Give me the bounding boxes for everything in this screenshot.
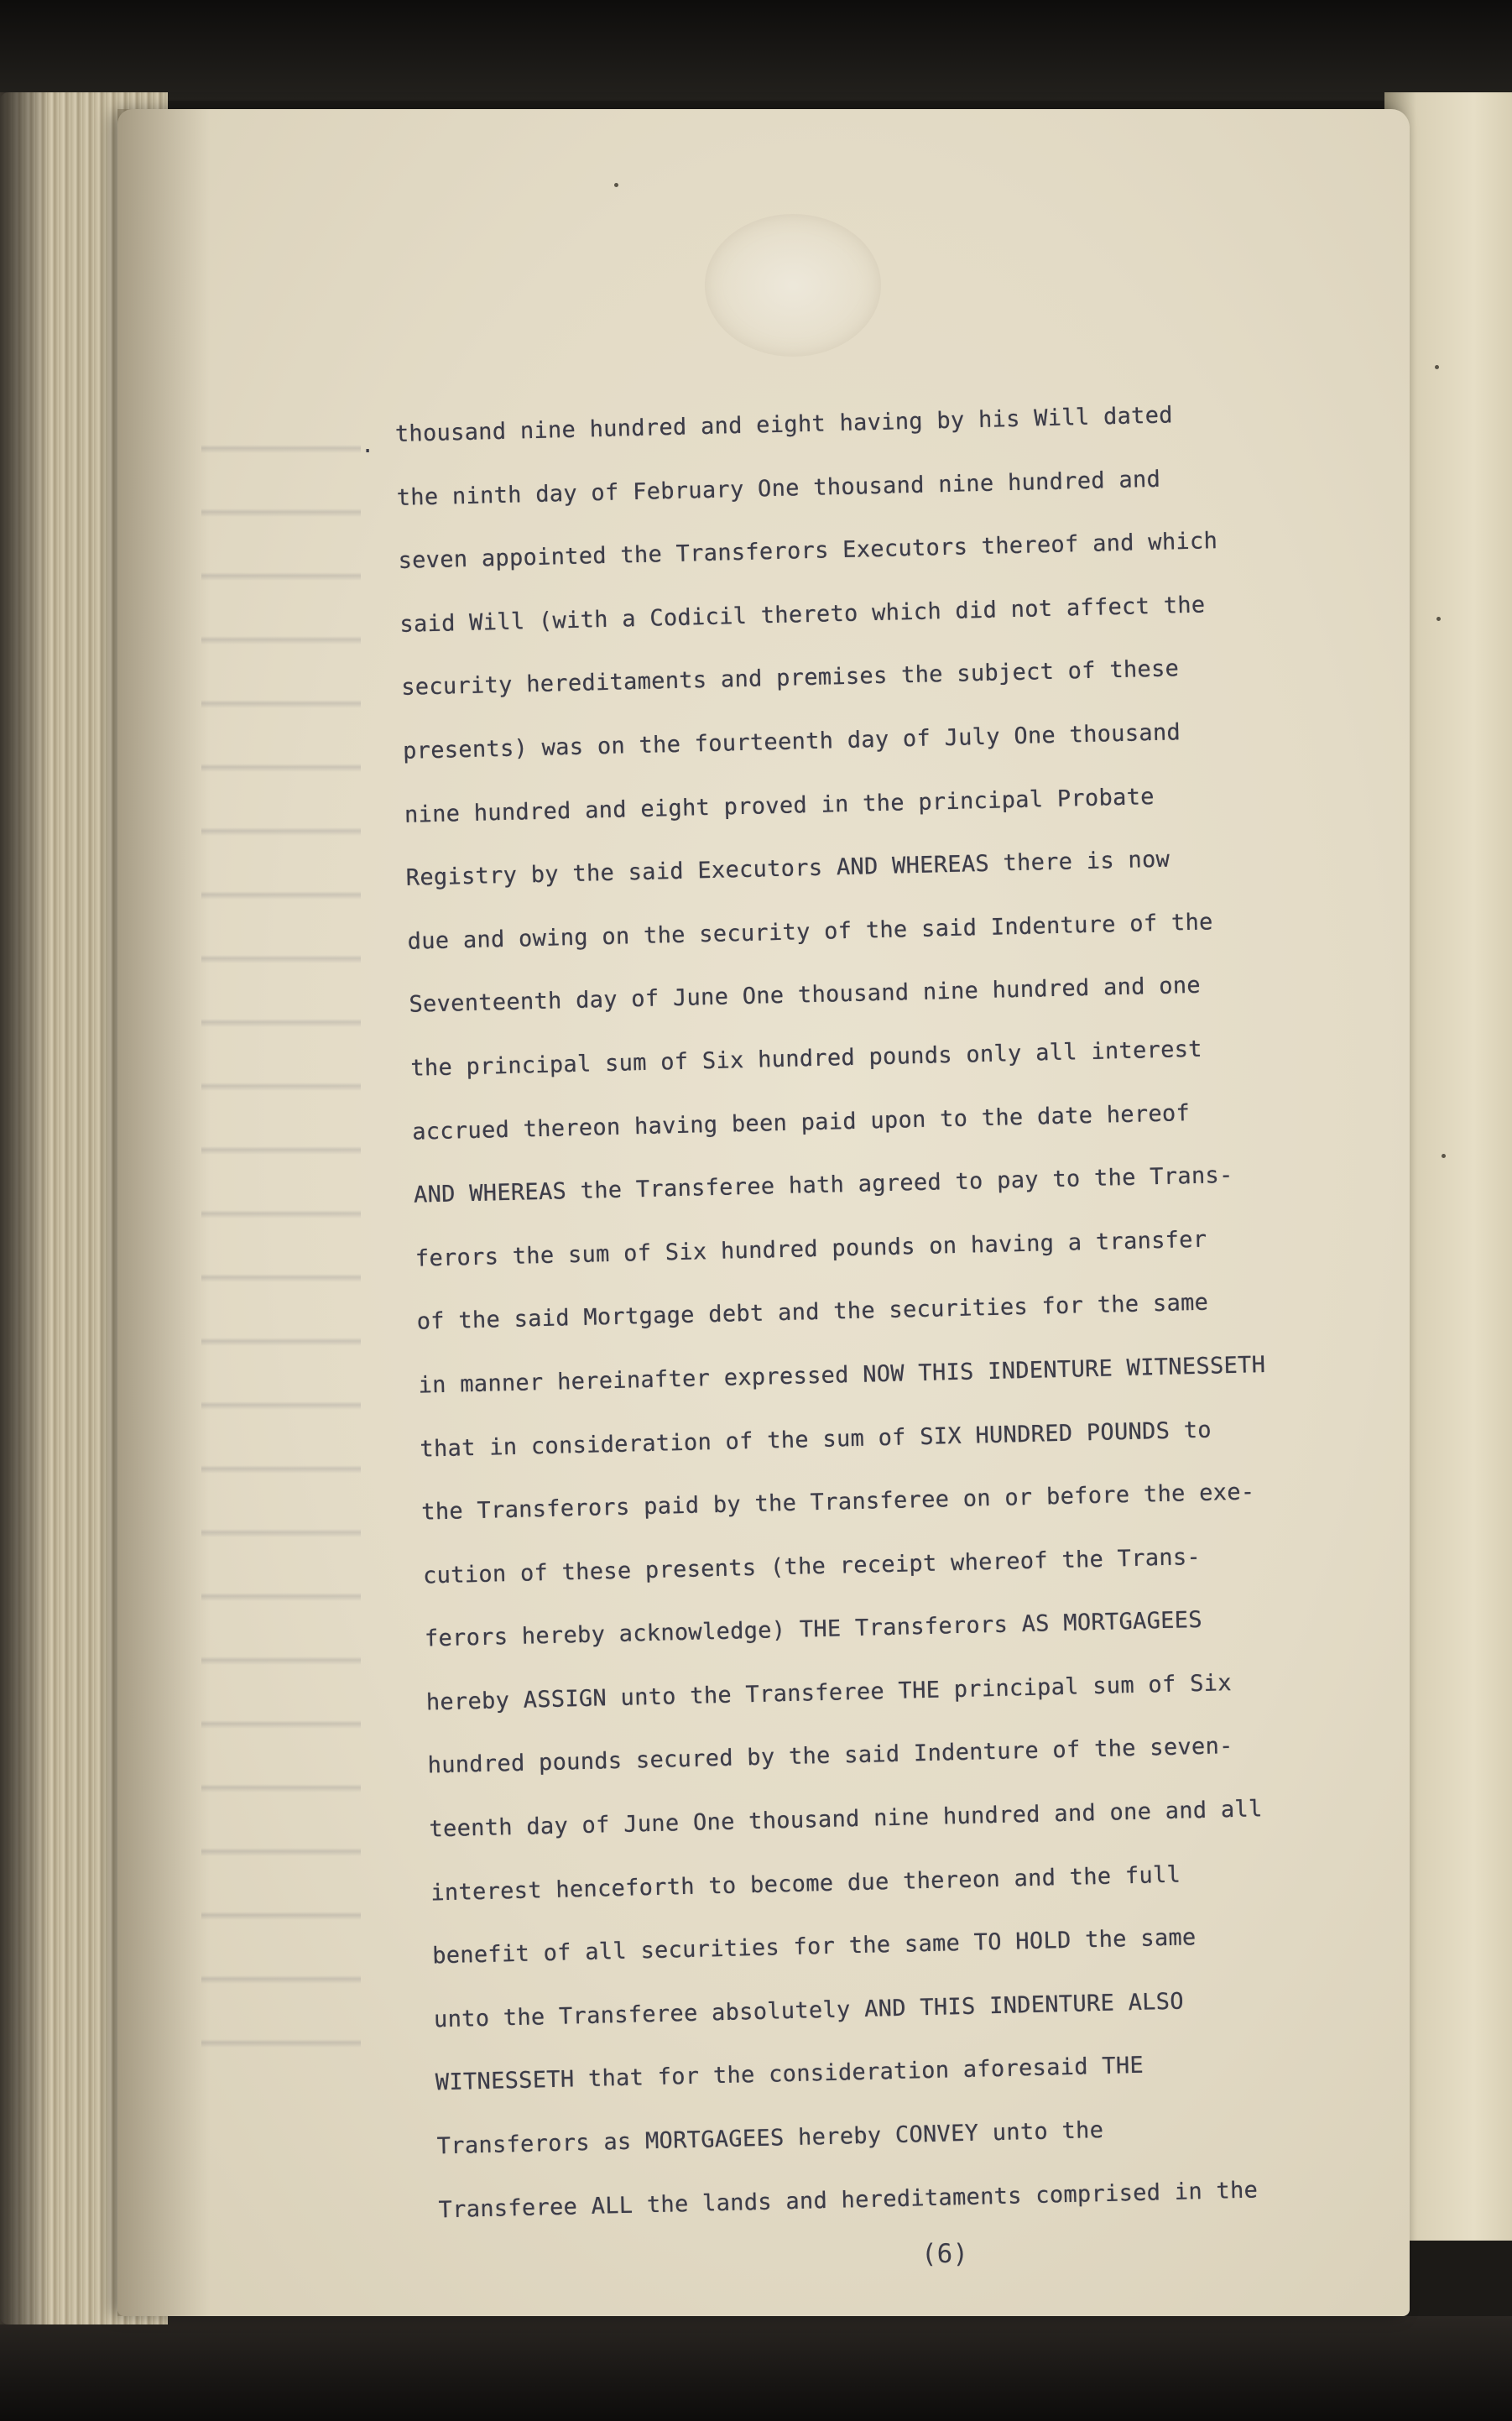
text-line: accrued thereon having been paid upon to the date hereof — [411, 1099, 1191, 1145]
text-line: ferors the sum of Six hundred pounds on having a transfer — [414, 1226, 1207, 1272]
paper-speck — [1442, 1154, 1446, 1158]
margin-dot: . — [361, 432, 375, 458]
text-line: thousand nine hundred and eight having by his Will dated — [394, 402, 1174, 447]
text-line: unto the Transferee absolutely AND THIS INDENTURE ALSO — [433, 1988, 1185, 2033]
text-line: nine hundred and eight proved in the principal Probate — [404, 783, 1155, 828]
show-through-text — [201, 411, 361, 2090]
text-line: Registry by the said Executors AND WHEREAS there is now — [405, 846, 1170, 891]
background-bottom — [0, 2316, 1512, 2421]
background-top — [0, 0, 1512, 101]
text-line: interest henceforth to become due thereon and the full — [430, 1861, 1181, 1907]
text-line: the principal sum of Six hundred pounds only all interest — [410, 1036, 1203, 1082]
text-line: WITNESSETH that for the consideration aforesaid THE — [435, 2053, 1144, 2096]
text-line: in manner hereinafter expressed NOW THIS INDENTURE WITNESSETH — [418, 1351, 1266, 1399]
text-line: said Will (with a Codicil thereto which did not affect the — [399, 592, 1206, 638]
paper-speck — [1436, 617, 1441, 621]
gutter-shade — [117, 109, 210, 2316]
paper-speck — [614, 183, 618, 187]
text-line: that in consideration of the sum of SIX HUNDRED POUNDS to — [420, 1417, 1212, 1463]
binding-shadow — [0, 92, 50, 2324]
text-line: the ninth day of February One thousand nine hundred and — [396, 466, 1161, 511]
text-line: seven appointed the Transferors Executors thereof and which — [398, 528, 1218, 575]
text-line: due and owing on the security of the said Indenture of the — [407, 909, 1214, 955]
embossed-seal — [705, 214, 881, 357]
typed-text-body — [394, 378, 1446, 2242]
paper-speck — [1435, 365, 1439, 369]
text-line: teenth day of June One thousand nine hundred and one and all — [429, 1796, 1263, 1843]
text-line: AND WHEREAS the Transferee hath agreed to pay to the Trans- — [413, 1161, 1233, 1208]
text-line: the Transferors paid by the Transferee on or before the exe- — [420, 1479, 1255, 1526]
text-line: security hereditaments and premises the subject of these — [400, 655, 1180, 702]
text-line: hereby ASSIGN unto the Transferee THE principal sum of Six — [425, 1669, 1233, 1716]
text-line: of the said Mortgage debt and the securities for the same — [416, 1289, 1209, 1335]
text-line: hundred pounds secured by the said Indenture of the seven- — [427, 1733, 1234, 1779]
text-line: Transferee ALL the lands and hereditaments comprised in the — [438, 2177, 1259, 2223]
text-line: benefit of all securities for the same TO HOLD the same — [431, 1924, 1197, 1970]
page-number: (6) — [921, 2239, 968, 2269]
text-line: ferors hereby acknowledge) THE Transferors AS MORTGAGEES — [424, 1607, 1203, 1652]
text-line: presents) was on the fourteenth day of July One thousand — [402, 719, 1181, 764]
text-line: Transferors as MORTGAGEES hereby CONVEY unto the — [436, 2116, 1104, 2160]
text-line: cution of these presents (the receipt whereof the Trans- — [422, 1543, 1202, 1589]
text-line: Seventeenth day of June One thousand nine hundred and one — [409, 973, 1202, 1019]
